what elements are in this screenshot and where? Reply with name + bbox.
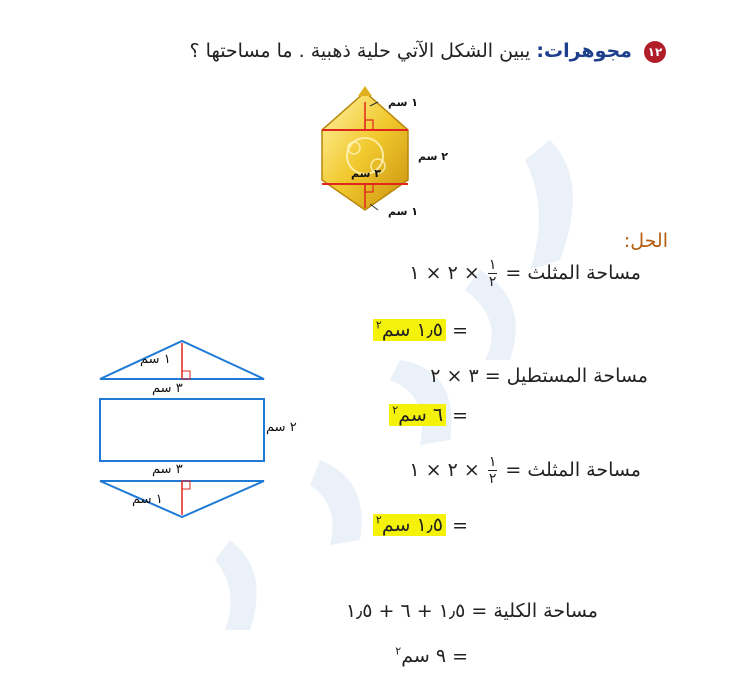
solution-line-6: = ١٫٥ سم$^٢$ xyxy=(373,514,468,536)
middle-rectangle xyxy=(100,399,264,461)
solution-line-1 xyxy=(409,258,641,289)
fraction-half-2: $\frac{١}{٢}$ xyxy=(488,454,497,487)
solution-line-3: مساحة المستطيل = ٣ × ٢ xyxy=(430,365,648,387)
solution-line-2: = ١٫٥ سم$^٢$ xyxy=(373,319,468,341)
triangle-area-rest-1: × ٢ × ١ xyxy=(409,262,480,284)
diagram-label-top-height: ١ سم xyxy=(140,352,171,367)
decomposition-diagram xyxy=(95,335,270,520)
solution-heading: الحل: xyxy=(623,230,668,252)
rectangle-area-result: ٦ سم$^٢$ xyxy=(389,404,446,426)
solution-line-8: = ٩ سم$^٢$ xyxy=(395,645,468,668)
fraction-half-1: $\frac{١}{٢}$ xyxy=(488,257,497,290)
diagram-label-rect-height: ٢ سم xyxy=(266,420,297,435)
triangle-area-result-1: ١٫٥ سم$^٢$ xyxy=(373,319,446,341)
figure-label-side-width: ٢ سم xyxy=(418,150,448,163)
triangle-area-label-2: مساحة المثلث = xyxy=(505,459,641,481)
problem-number-badge: ١٢ xyxy=(644,41,666,63)
total-area-result: ٩ سم$^٢$ xyxy=(395,645,447,668)
figure-label-top-height: ١ سم xyxy=(388,96,418,109)
figure-label-bottom-height: ١ سم xyxy=(388,205,418,218)
triangle-area-rest-2: × ٢ × ١ xyxy=(409,459,480,481)
problem-text: يبين الشكل الآتي حلية ذهبية . ما مساحتها ؟ xyxy=(189,40,531,62)
solution-line-5 xyxy=(409,455,641,486)
diagram-label-bottom-base: ٣ سم xyxy=(152,462,183,477)
solution-line-7: مساحة الكلية = ١٫٥ + ٦ + ١٫٥ xyxy=(345,600,598,622)
triangle-area-label-1: مساحة المثلث = xyxy=(505,262,641,284)
problem-header xyxy=(190,40,666,63)
triangle-area-result-2: ١٫٥ سم$^٢$ xyxy=(373,514,446,536)
figure-label-base-length: ٣ سم xyxy=(351,167,381,180)
diagram-label-top-base: ٣ سم xyxy=(152,381,183,396)
solution-line-4: = ٦ سم$^٢$ xyxy=(389,404,468,426)
problem-title: مجوهرات: xyxy=(536,40,632,62)
diagram-label-bottom-height: ١ سم xyxy=(132,492,163,507)
